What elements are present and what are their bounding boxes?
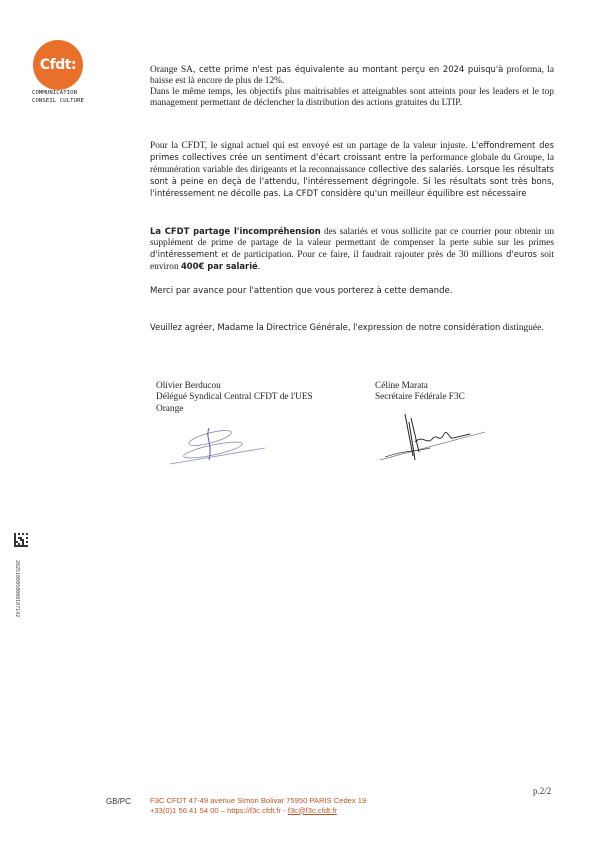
logo-subtitle-line2: CONSEIL CULTURE [32,97,85,104]
p3-amount: 400€ par salarié [180,261,258,272]
p1-text-a: cette prime n'est pas équivalente au montant perçu en 2024 puisqu'à [195,64,504,74]
p3-end: . [257,262,261,273]
margin-reference-code: 2025100050000107142 [14,560,20,618]
footer-address [150,796,366,815]
p3-text-c: soit environ [150,250,554,273]
p5-text-b: distinguée. [500,323,544,333]
footer-phone-web: +33(0)1 56 41 54 00 – https://f3c.cfdt.fr - [150,805,288,815]
footer-initials: GB/PC [106,797,131,806]
p1-text-c: Dans le même temps, les objectifs plus maitrisables et atteignables sont atteints pour les leaders et le top management permettant de déclencher la distribution des actions gratuites du LTIP. [150,87,554,109]
p2-text-b: L'effondrement des primes collectives crée un sentiment d'écart croissant entre la [150,140,554,163]
paragraph-3 [150,226,554,273]
footer-address-line1: F3C CFDT 47-49 avenue Simon Bolivar 75950 PARIS Cedex 19 [150,796,367,805]
logo-subtitle [32,90,84,105]
signatory-title: Délégué Syndical Central CFDT de l'UES [156,392,313,403]
page-number: p.2/2 [533,786,552,796]
logo-subtitle-line1: COMMUNICATION [32,90,78,96]
signatory-name: Olivier Berducou [156,381,221,391]
signature-right [375,412,495,467]
datamatrix-code [14,533,28,547]
signatory-left [156,381,313,415]
paragraph-4 [150,286,554,297]
p2-text-c: performance globale du Groupe, la rémunération variable des dirigeants et la reconnaissance [150,153,554,176]
p2-text-d: collective des salariés. Lorsque les résultats sont à peine en deçà de l'attendu, l'intéressement dégringole. Si les résultats sont très bons, l'intéressement ne décolle pas. La CFDT considère qu'un meilleur équilibre est nécessaire [150,164,555,199]
p3-keyword-b: d'euros [506,249,537,260]
footer-email-link[interactable]: f3c@f3c.cfdt.fr [287,805,337,815]
signatory-title-cont: Orange [156,403,184,414]
p4-text: Merci par avance pour l'attention que vous porterez à cette demande. [150,286,453,296]
signatory-name: Céline Marata [375,381,428,391]
p2-text-a: Pour la CFDT, le signal actuel qui est envoyé est un partage de la valeur injuste. [150,141,468,151]
paragraph-2 [150,140,554,200]
p3-text-a: des salariés et vous sollicite par ce courrier pour obtenir un supplément de prime de partage de la valeur permettant de compenser la perte subie sur les primes [150,227,555,249]
signatory-right [375,381,465,404]
logo-text: Cfdt: [39,57,77,73]
p1-company: Orange SA, [150,65,196,75]
p3-bold-a: La CFDT partage l'incompréhension [150,226,321,236]
paragraph-5 [150,322,554,334]
signatory-title: Secrétaire Fédérale F3C [375,392,465,403]
paragraph-1 [150,64,554,109]
p3-text-b: et de participation. Pour ce faire, il faudrait rajouter près de 30 millions [217,250,507,261]
signature-left [165,420,275,468]
cfdt-logo [33,40,83,90]
p5-text-a: Veuillez agréer, Madame la Directrice Générale, l'expression de notre considération [150,322,501,332]
p1-text-b: proforma, la baisse est là encore de plus de 12%. [150,65,554,87]
footer-address-line2 [150,806,366,816]
p3-keyword-a: d'intéressement [150,249,218,260]
